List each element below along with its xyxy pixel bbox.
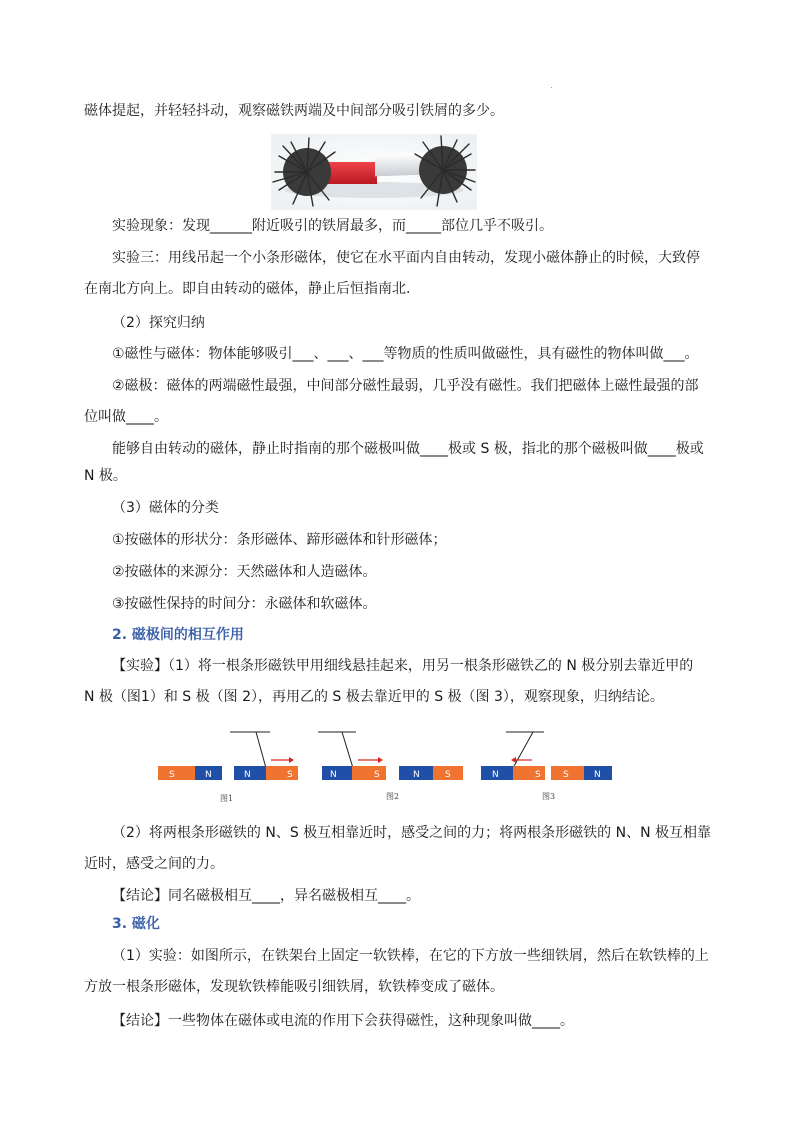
pole-label-n: N — [205, 770, 212, 780]
figure-caption-3: 图3 — [542, 792, 556, 801]
magnet-segment-n — [322, 766, 352, 780]
suspension-string — [342, 732, 353, 768]
paragraph-line: 位叫做____。 — [84, 409, 168, 425]
magnet-segment-s — [266, 766, 298, 780]
paragraph-line: N 极。 — [84, 468, 127, 484]
pole-label-s: S — [374, 770, 380, 780]
pole-label-n: N — [492, 770, 499, 780]
paragraph-line: 能够自由转动的磁体，静止时指南的那个磁极叫做____极或 S 极，指北的那个磁极叫做____极或 — [112, 441, 704, 457]
pole-label-s: S — [169, 770, 175, 780]
magnet-iron-filings-photo — [271, 134, 477, 210]
pole-label-s: S — [445, 770, 451, 780]
figure-caption-2: 图2 — [386, 792, 400, 801]
paragraph-line: 【结论】一些物体在磁体或电流的作用下会获得磁性，这种现象叫做____。 — [112, 1013, 574, 1029]
paragraph-line: （1）实验：如图所示，在铁架台上固定一软铁棒，在它的下方放一些细铁屑，然后在软铁棒的上 — [112, 948, 709, 964]
paragraph-line: 方放一根条形磁体，发现软铁棒能吸引细铁屑，软铁棒变成了磁体。 — [84, 979, 504, 995]
magnet-segment-s — [158, 766, 195, 780]
figure-1 — [158, 732, 298, 803]
paragraph-line: （2）将两根条形磁铁的 N、S 极互相靠近时，感受之间的力；将两根条形磁铁的 N、N 极互相靠 — [112, 825, 712, 841]
paragraph-line: 在南北方向上。即自由转动的磁体，静止后恒指南北. — [84, 281, 411, 297]
paragraph-line: ②按磁体的来源分：天然磁体和人造磁体。 — [112, 564, 377, 580]
section-heading-magnetization: 3. 磁化 — [112, 916, 160, 932]
figure-2 — [318, 732, 463, 801]
suspension-string — [256, 732, 266, 768]
pole-label-n: N — [594, 770, 601, 780]
paragraph-line: 近时，感受之间的力。 — [84, 856, 224, 872]
pole-label-s: S — [563, 770, 569, 780]
scan-dot — [551, 87, 552, 88]
figure-3 — [481, 732, 612, 801]
magnet-segment-s — [352, 766, 386, 780]
magnet-poles-figure — [150, 722, 620, 808]
section-heading-interaction: 2. 磁极间的相互作用 — [112, 627, 244, 643]
pole-label-s: S — [287, 770, 293, 780]
force-arrowhead — [289, 757, 294, 763]
force-arrowhead — [378, 757, 383, 763]
paragraph-line: 实验三：用线吊起一个小条形磁体，使它在水平面内自由转动，发现小磁体静止的时候，大致停 — [112, 250, 700, 266]
paragraph-line: ③按磁性保持的时间分：永磁体和软磁体。 — [112, 596, 377, 612]
section-heading: （2）探究归纳 — [112, 315, 205, 331]
force-arrowhead — [511, 757, 516, 763]
paragraph-line: ①按磁体的形状分：条形磁体、蹄形磁体和针形磁体； — [112, 532, 447, 548]
paragraph-line: N 极（图1）和 S 极（图 2），再用乙的 S 极去靠近甲的 S 极（图 3），观察现象，归纳结论。 — [84, 689, 664, 705]
pole-label-s: S — [535, 770, 541, 780]
paragraph-line: 磁体提起，并轻轻抖动，观察磁铁两端及中间部分吸引铁屑的多少。 — [84, 103, 504, 119]
pole-label-n: N — [244, 770, 251, 780]
pole-label-n: N — [413, 770, 420, 780]
paragraph-line: 实验现象：发现______附近吸引的铁屑最多，而_____部位几乎不吸引。 — [112, 218, 553, 234]
paragraph-line: ①磁性与磁体：物体能够吸引___、___、___等物质的性质叫做磁性，具有磁性的物体叫做___。 — [112, 346, 699, 362]
figure-caption-1: 图1 — [220, 794, 234, 803]
paragraph-line: ②磁极：磁体的两端磁性最强，中间部分磁性最弱，几乎没有磁性。我们把磁体上磁性最强的部 — [112, 378, 699, 394]
pole-label-n: N — [330, 770, 337, 780]
paragraph-line: 【结论】同名磁极相互____，异名磁极相互____。 — [112, 888, 420, 904]
paragraph-line: 【实验】（1）将一根条形磁铁甲用细线悬挂起来，用另一根条形磁铁乙的 N 极分别去靠近甲的 — [112, 658, 694, 674]
section-heading: （3）磁体的分类 — [112, 500, 219, 516]
